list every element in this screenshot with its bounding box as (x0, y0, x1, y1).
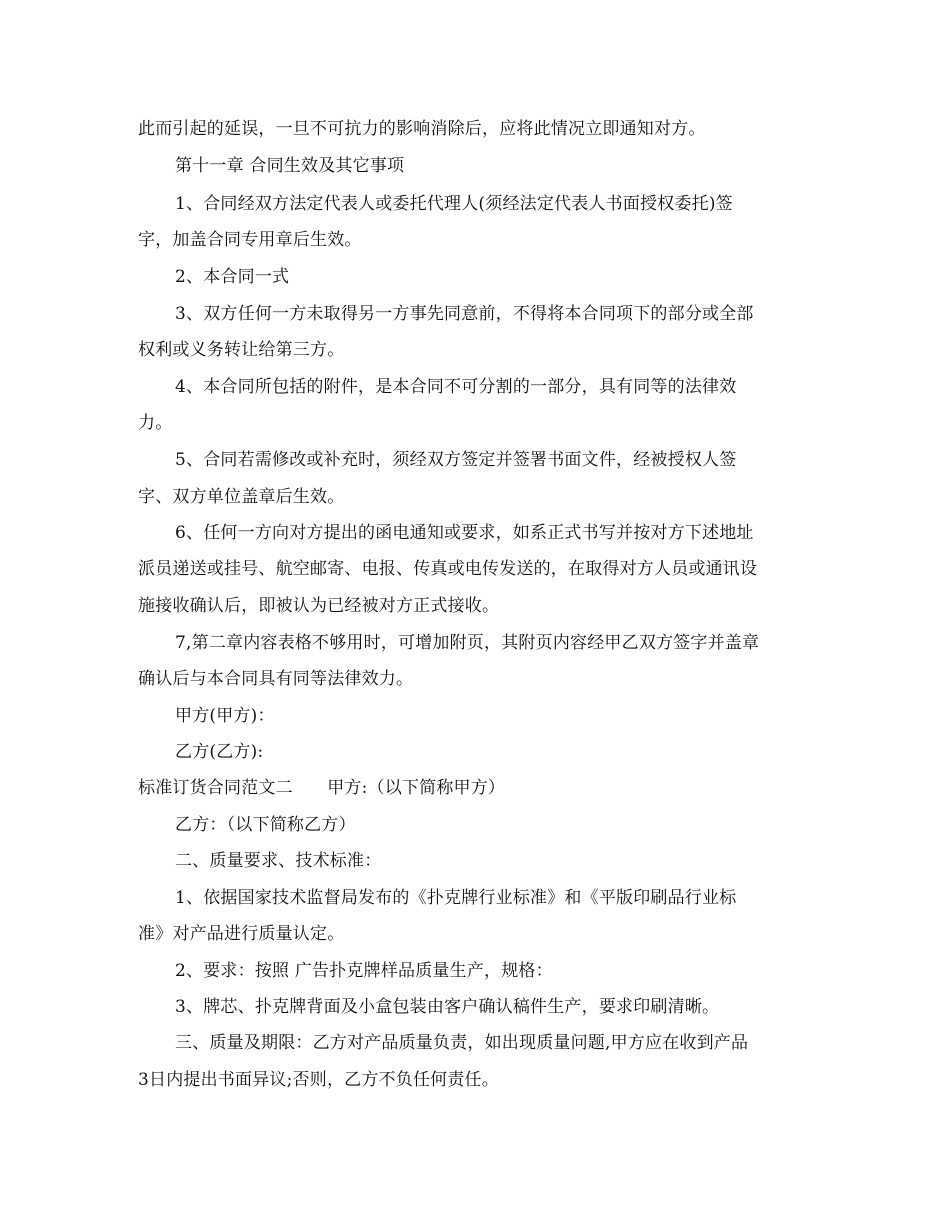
text-line: 2、要求：按照 广告扑克牌样品质量生产，规格： (175, 961, 553, 981)
text-line: 1、依据国家技术监督局发布的《扑克牌行业标准》和《平版印刷品行业标 (175, 888, 737, 908)
section-title-line: 标准订货合同范文二 甲方:（以下简称甲方） (138, 778, 506, 798)
text-line: 3、双方任何一方未取得另一方事先同意前，不得将本合同项下的部分或全部 (175, 304, 754, 324)
text-line: 字、双方单位盖章后生效。 (138, 487, 345, 507)
text-line: 派员递送或挂号、航空邮寄、电报、传真或电传发送的，在取得对方人员或通讯设 (138, 559, 758, 579)
text-line: 此而引起的延误，一旦不可抗力的影响消除后，应将此情况立即通知对方。 (138, 119, 706, 139)
text-line: 乙方：（以下简称乙方） (175, 815, 356, 835)
text-line: 权利或义务转让给第三方。 (138, 340, 345, 360)
signature-party-b: 乙方(乙方): (175, 742, 264, 762)
text-line: 施接收确认后，即被认为已经被对方正式接收。 (138, 596, 500, 616)
signature-party-a: 甲方(甲方)： (175, 706, 275, 726)
section-heading: 二、质量要求、技术标准： (175, 851, 382, 871)
chapter-heading: 第十一章 合同生效及其它事项 (175, 156, 405, 176)
text-line: 确认后与本合同具有同等法律效力。 (138, 669, 414, 689)
text-line: 1、合同经双方法定代表人或委托代理人(须经法定代表人书面授权委托)签 (175, 194, 733, 214)
text-line: 字，加盖合同专用章后生效。 (138, 230, 362, 250)
text-line: 2、本合同一式 (175, 267, 290, 287)
text-line: 力。 (138, 413, 173, 433)
text-line: 6、任何一方向对方提出的函电通知或要求，如系正式书写并按对方下述地址 (175, 523, 754, 543)
text-line: 三、质量及期限：乙方对产品质量负责，如出现质量问题,甲方应在收到产品 (175, 1033, 749, 1053)
text-line: 4、本合同所包括的附件，是本合同不可分割的一部分，具有同等的法律效 (175, 377, 737, 397)
text-line: 准》对产品进行质量认定。 (138, 924, 345, 944)
text-line: 5、合同若需修改或补充时，须经双方签定并签署书面文件，经被授权人签 (175, 450, 737, 470)
text-line: 7,第二章内容表格不够用时，可增加附页，其附页内容经甲乙双方签字并盖章 (175, 633, 760, 653)
text-line: 3日内提出书面异议;否则，乙方不负任何责任。 (138, 1070, 499, 1090)
text-line: 3、牌芯、扑克牌背面及小盒包装由客户确认稿件生产，要求印刷清晰。 (175, 997, 720, 1017)
